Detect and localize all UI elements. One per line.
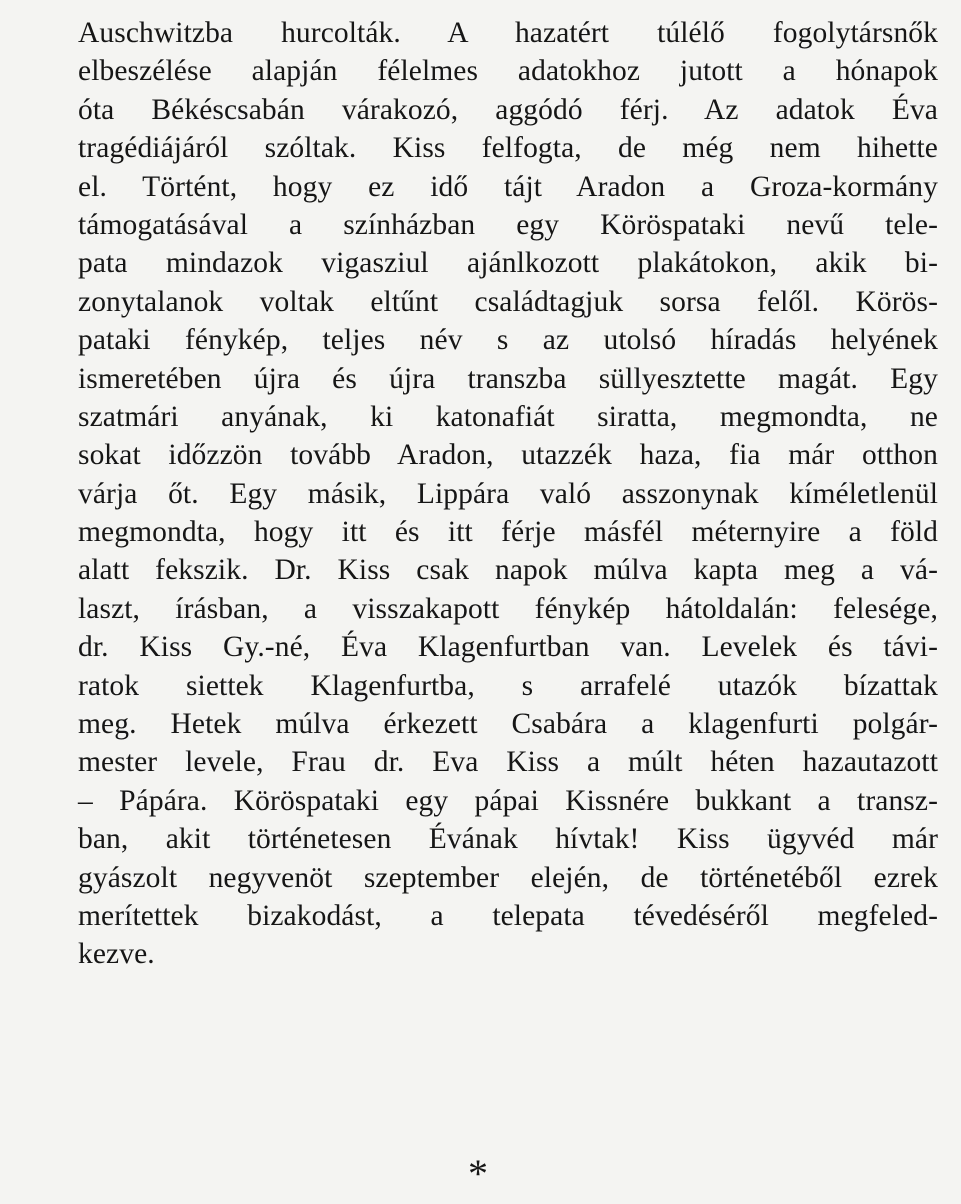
text-line: ban, akit történetesen Évának hívtak! Kiss ügyvéd már [78, 823, 938, 856]
text-line: ismeretében újra és újra transzba süllyesztette magát. Egy [78, 362, 938, 395]
text-line: zonytalanok voltak eltűnt családtagjuk sorsa felől. Körös- [78, 285, 938, 318]
text-line: Auschwitzba hurcolták. A hazatért túlélő fogolytársnők [78, 17, 938, 49]
text-line: pata mindazok vigasziul ajánlkozott plakátokon, akik bi- [78, 247, 938, 280]
text-line: óta Békéscsabán várakozó, aggódó férj. Az adatok Éva [78, 93, 938, 126]
text-line: ratok siettek Klagenfurtba, s arrafelé utazók bízattak [78, 669, 938, 702]
text-line: el. Történt, hogy ez idő tájt Aradon a Groza-kormány [78, 170, 938, 203]
text-line: merítettek bizakodást, a telepata tévedéséről megfeled- [78, 899, 938, 932]
text-line: szatmári anyának, ki katonafiát siratta, megmondta, ne [78, 400, 938, 433]
text-line: alatt fekszik. Dr. Kiss csak napok múlva kapta meg a vá- [78, 554, 938, 587]
text-line: elbeszélése alapján félelmes adatokhoz jutott a hónapok [78, 55, 938, 88]
body-paragraph [78, 14, 938, 974]
text-line: mester levele, Frau dr. Eva Kiss a múlt héten hazautazott [78, 746, 938, 779]
text-line: sokat időzzön tovább Aradon, utazzék haza, fia már otthon [78, 439, 938, 472]
text-line: laszt, írásban, a visszakapott fénykép hátoldalán: felesége, [78, 592, 938, 625]
text-line: várja őt. Egy másik, Lippára való asszonynak kíméletlenül [78, 477, 938, 510]
section-separator: * [468, 1151, 488, 1196]
text-line: pataki fénykép, teljes név s az utolsó híradás helyének [78, 324, 938, 357]
text-line: meg. Hetek múlva érkezett Csabára a klagenfurti polgár- [78, 708, 938, 741]
text-line: kezve. [78, 938, 155, 971]
text-line: gyászolt negyvenöt szeptember elején, de történetéből ezrek [78, 861, 938, 894]
text-line: megmondta, hogy itt és itt férje másfél méternyire a föld [78, 516, 938, 549]
text-line: dr. Kiss Gy.-né, Éva Klagenfurtban van. Levelek és távi- [78, 631, 938, 664]
text-line: támogatásával a színházban egy Köröspataki nevű tele- [78, 208, 938, 241]
text-line: tragédiájáról szóltak. Kiss felfogta, de még nem hihette [78, 132, 938, 165]
text-line: – Pápára. Köröspataki egy pápai Kissnére bukkant a transz- [78, 784, 938, 817]
